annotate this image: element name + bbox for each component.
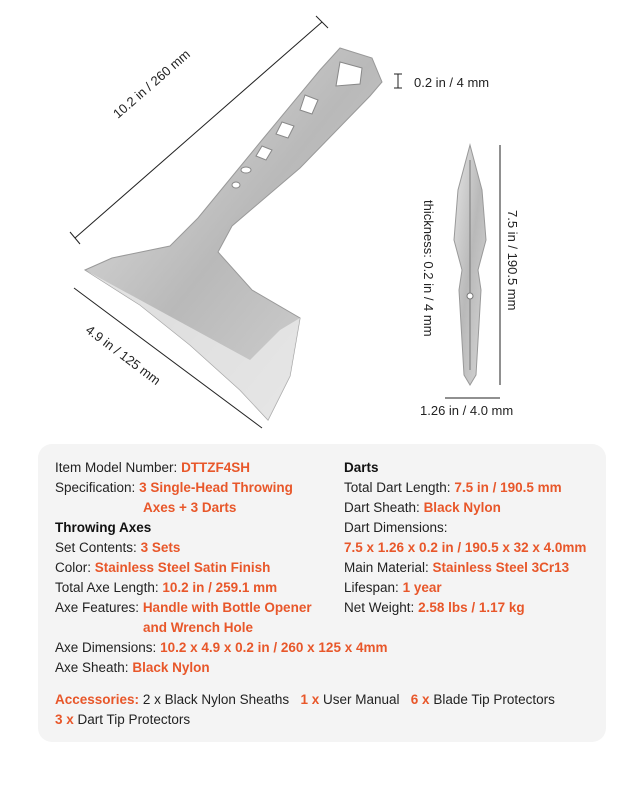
material-row: Main Material: Stainless Steel 3Cr13 xyxy=(344,560,570,575)
axe-width-label: 4.9 in / 125 mm xyxy=(82,322,164,388)
model-row: Item Model Number: DTTZF4SH xyxy=(55,460,251,475)
axe-length-row: Total Axe Length: 10.2 in / 259.1 mm xyxy=(55,580,278,595)
features-row-cont: and Wrench Hole xyxy=(143,620,254,635)
accessories-row-cont: 3 x Dart Tip Protectors xyxy=(55,712,191,727)
dart-width-label: 1.26 in / 4.0 mm xyxy=(420,403,514,418)
spec-row-cont: Axes + 3 Darts xyxy=(143,500,237,515)
set-row: Set Contents: 3 Sets xyxy=(55,540,181,555)
dart-dim-value: 7.5 x 1.26 x 0.2 in / 190.5 x 32 x 4.0mm xyxy=(344,540,587,555)
dart-dim-label: Dart Dimensions: xyxy=(344,520,448,535)
dart-image xyxy=(454,145,486,385)
features-row: Axe Features: Handle with Bottle Opener xyxy=(55,600,312,615)
dart-length-row: Total Dart Length: 7.5 in / 190.5 mm xyxy=(344,480,562,495)
axes-heading: Throwing Axes xyxy=(55,520,152,535)
axe-thickness-label: 0.2 in / 4 mm xyxy=(414,75,490,90)
spec-row: Specification: 3 Single-Head Throwing xyxy=(55,480,293,495)
axe-length-label: 10.2 in / 260 mm xyxy=(110,46,193,122)
lifespan-row: Lifespan: 1 year xyxy=(344,580,442,595)
axe-sheath-row: Axe Sheath: Black Nylon xyxy=(55,660,210,675)
weight-row: Net Weight: 2.58 lbs / 1.17 kg xyxy=(344,600,525,615)
dart-sheath-row: Dart Sheath: Black Nylon xyxy=(344,500,501,515)
darts-heading: Darts xyxy=(344,460,379,475)
axe-dim-row: Axe Dimensions: 10.2 x 4.9 x 0.2 in / 260 x 125 x 4mm xyxy=(55,640,388,655)
color-row: Color: Stainless Steel Satin Finish xyxy=(55,560,271,575)
dart-length-label: 7.5 in / 190.5 mm xyxy=(505,210,520,311)
dart-thickness-label: thickness: 0.2 in / 4 mm xyxy=(421,200,436,337)
accessories-row: Accessories: 2 x Black Nylon Sheaths 1 x User Manual 6 x Blade Tip Protectors xyxy=(55,692,555,707)
